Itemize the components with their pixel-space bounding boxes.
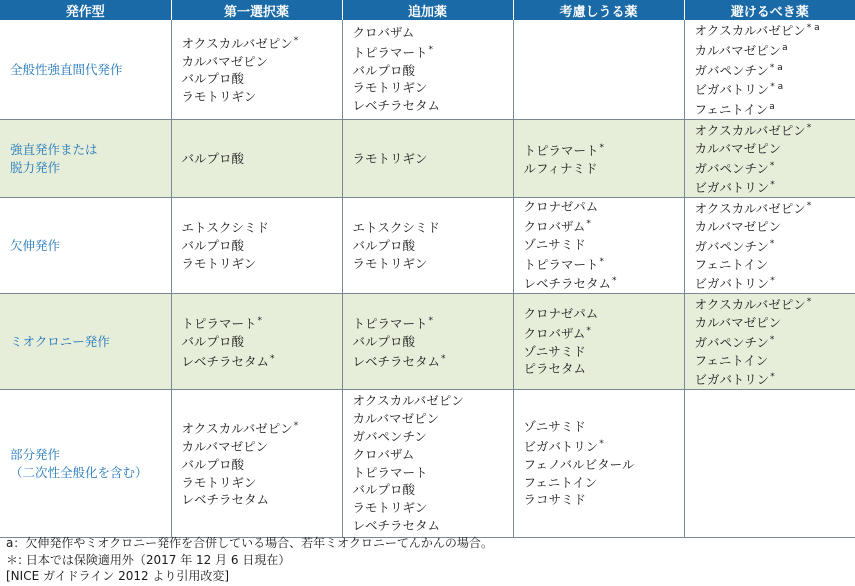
drug-name: バルプロ酸 — [181, 456, 245, 472]
drug-item — [353, 237, 513, 255]
drug-item — [353, 464, 513, 482]
drug-name: フェニトイン — [694, 256, 769, 272]
note-marker: * — [806, 201, 812, 212]
drug-name: ラモトリギン — [352, 80, 428, 96]
drug-name: バルプロ酸 — [181, 237, 245, 253]
note-marker: * — [770, 180, 775, 191]
drug-item — [353, 481, 513, 499]
seizure-type-cell — [0, 119, 171, 197]
drug-name: ガバペンチン — [352, 429, 427, 445]
drug-item — [695, 256, 855, 274]
first-line-cell — [171, 20, 342, 119]
drug-name: フェニトイン — [694, 352, 769, 368]
avoid-cell — [684, 390, 855, 538]
seizure-type-cell — [0, 294, 171, 390]
drug-name: バルプロ酸 — [181, 150, 245, 166]
adjunctive-cell — [342, 198, 513, 294]
seizure-type-cell — [0, 198, 171, 294]
note-marker: * — [769, 238, 775, 249]
drug-name: ラモトリギン — [352, 500, 428, 516]
header-adjunctive: 追加薬 — [342, 0, 513, 20]
drug-name: ゾニサミド — [523, 343, 586, 359]
drug-name: フェノバルビタール — [523, 456, 635, 472]
first-line-cell — [171, 294, 342, 390]
drug-name: バルプロ酸 — [352, 62, 416, 78]
drug-name: カルバマゼピン — [694, 314, 782, 330]
drug-item — [524, 418, 684, 436]
drug-item — [695, 79, 855, 99]
drug-item — [353, 97, 513, 115]
drug-name: ルフィナミド — [523, 160, 598, 176]
drug-item — [182, 438, 342, 456]
first-line-cell — [171, 198, 342, 294]
note-marker: * a — [770, 82, 784, 93]
drug-name: カルバマゼピン — [694, 140, 782, 156]
drug-name: フェニトイン — [694, 102, 769, 118]
drug-item — [524, 160, 684, 178]
note-marker: * — [586, 325, 591, 336]
note-marker: * a — [806, 23, 820, 33]
note-marker: * — [806, 122, 812, 133]
avoid-cell — [684, 20, 855, 119]
consider-cell — [513, 20, 684, 119]
drug-item — [182, 237, 342, 255]
drug-item — [353, 24, 513, 42]
drug-name: バルプロ酸 — [352, 482, 416, 498]
note-marker: * — [586, 218, 591, 229]
drug-name: ゾニサミド — [523, 236, 586, 252]
drug-name: ビガバトリン — [694, 372, 770, 388]
seizure-type-label: 強直発作または — [10, 142, 98, 158]
drug-name: ゾニサミド — [523, 419, 586, 435]
note-marker: * — [599, 256, 605, 267]
drug-item — [524, 360, 684, 378]
drug-item — [353, 313, 513, 333]
drug-name: クロナゼパム — [523, 306, 599, 322]
table-row — [0, 390, 855, 538]
table-row — [0, 119, 855, 197]
seizure-type-label: 部分発作 — [10, 447, 61, 463]
drug-item — [524, 343, 684, 361]
first-line-cell — [171, 119, 342, 197]
note-marker: * — [270, 353, 275, 364]
drug-item — [695, 273, 855, 293]
note-marker: * — [428, 44, 434, 55]
drug-name: オクスカルバゼピン — [181, 35, 293, 51]
drug-item — [695, 332, 855, 352]
table-row — [0, 198, 855, 294]
drug-item — [353, 150, 513, 168]
drug-name: バルプロ酸 — [352, 333, 416, 349]
drug-item — [182, 313, 342, 333]
note-marker: * — [770, 372, 775, 383]
adjunctive-cell — [342, 294, 513, 390]
drug-name: エトスクシミド — [181, 219, 269, 235]
note-marker: a — [782, 42, 788, 53]
drug-name: オクスカルバゼピン — [694, 122, 806, 138]
drug-name: トピラマート — [181, 315, 257, 331]
drug-name: ガバペンチン — [694, 238, 769, 254]
drug-item — [695, 369, 855, 389]
consider-cell — [513, 198, 684, 294]
drug-name: レベチラセタム — [352, 518, 441, 534]
first-line-cell — [171, 390, 342, 538]
drug-item — [524, 323, 684, 343]
drug-item — [353, 333, 513, 351]
drug-item — [524, 474, 684, 492]
header-consider: 考慮しうる薬 — [513, 0, 684, 20]
header-first-line: 第一選択薬 — [171, 0, 342, 20]
drug-item — [353, 42, 513, 62]
note-marker: * — [806, 297, 812, 308]
note-marker: * — [769, 160, 775, 171]
drug-name: カルバマゼピン — [352, 411, 440, 427]
drug-item — [524, 436, 684, 456]
drug-name: レベチラセタム — [181, 492, 270, 508]
drug-item — [182, 333, 342, 351]
drug-name: オクスカルバゼピン — [352, 393, 464, 409]
drug-item — [695, 314, 855, 332]
drug-item — [353, 219, 513, 237]
drug-name: トピラマート — [352, 464, 428, 480]
drug-item — [695, 40, 855, 60]
drug-item — [353, 517, 513, 535]
drug-item — [695, 198, 855, 218]
drug-name: オクスカルバゼピン — [694, 201, 806, 217]
drug-item — [695, 177, 855, 197]
drug-item — [182, 70, 342, 88]
drug-item — [695, 140, 855, 158]
drug-item — [353, 428, 513, 446]
drug-name: レベチラセタム — [181, 353, 270, 369]
drug-item — [182, 351, 342, 371]
drug-name: クロバザム — [523, 218, 586, 234]
table-row — [0, 294, 855, 390]
note-marker: * — [599, 438, 604, 449]
drug-name: ピラセタム — [523, 361, 587, 377]
consider-cell — [513, 390, 684, 538]
drug-name: トピラマート — [523, 256, 599, 272]
drug-name: ラモトリギン — [181, 255, 257, 271]
drug-name: バルプロ酸 — [181, 333, 245, 349]
drug-name: カルバマゼピン — [181, 438, 269, 454]
seizure-type-cell — [0, 390, 171, 538]
drug-name: トピラマート — [352, 315, 428, 331]
drug-name: レベチラセタム — [352, 98, 441, 114]
drug-name: クロナゼパム — [523, 199, 599, 215]
drug-name: ビガバトリン — [694, 276, 770, 292]
drug-name: クロバザム — [523, 325, 586, 341]
note-marker: * — [257, 315, 263, 326]
drug-name: ガバペンチン — [694, 334, 769, 350]
drug-item — [353, 446, 513, 464]
drug-item — [182, 33, 342, 53]
table-row — [0, 20, 855, 119]
drug-item — [353, 410, 513, 428]
drug-item — [524, 491, 684, 509]
footnote-asterisk: ＊: 日本では保険適用外（2017 年 12 月 6 日現在） — [6, 552, 291, 567]
drug-item — [524, 254, 684, 274]
drug-name: バルプロ酸 — [181, 71, 245, 87]
drug-name: クロバザム — [352, 25, 415, 40]
drug-name: カルバマゼピン — [694, 218, 782, 234]
drug-name: ビガバトリン — [694, 180, 770, 196]
drug-item — [182, 88, 342, 106]
avoid-cell — [684, 119, 855, 197]
drug-item — [353, 79, 513, 97]
drug-name: バルプロ酸 — [352, 237, 416, 253]
drug-item — [182, 219, 342, 237]
drug-item — [182, 474, 342, 492]
drug-item — [182, 418, 342, 438]
drug-item — [695, 218, 855, 236]
header-seizure-type: 発作型 — [0, 0, 171, 20]
drug-item — [695, 352, 855, 370]
drug-name: フェニトイン — [523, 474, 598, 490]
drug-item — [695, 236, 855, 256]
note-marker: a — [769, 102, 775, 113]
drug-name: ラモトリギン — [352, 150, 428, 166]
adjunctive-cell — [342, 20, 513, 119]
drug-item — [695, 99, 855, 119]
drug-item — [353, 499, 513, 517]
drug-item — [353, 255, 513, 273]
drug-name: トピラマート — [352, 44, 428, 60]
footnote-source: [NICE ガイドライン 2012 より引用改変] — [6, 569, 230, 583]
drug-name: オクスカルバゼピン — [181, 421, 293, 437]
drug-item — [524, 198, 684, 216]
seizure-type-label: （二次性全般化を含む） — [10, 464, 148, 480]
drug-item — [524, 273, 684, 293]
note-marker: * — [441, 353, 446, 364]
note-marker: * — [769, 334, 775, 345]
drug-name: トピラマート — [523, 142, 599, 158]
drug-item — [695, 294, 855, 314]
drug-name: エトスクシミド — [352, 219, 440, 235]
drug-item — [524, 140, 684, 160]
seizure-type-label: 欠伸発作 — [10, 237, 61, 253]
drug-item — [182, 150, 342, 168]
drug-item — [695, 158, 855, 178]
adjunctive-cell — [342, 119, 513, 197]
drug-name: レベチラセタム — [352, 353, 441, 369]
drug-name: オクスカルバゼピン — [694, 23, 806, 38]
drug-item — [182, 255, 342, 273]
drug-item — [524, 216, 684, 236]
drug-item — [353, 351, 513, 371]
drug-name: ラコサミド — [523, 492, 587, 508]
drug-item — [182, 491, 342, 509]
drug-name: レベチラセタム — [523, 276, 612, 292]
drug-item — [524, 456, 684, 474]
header-row — [0, 0, 855, 20]
seizure-type-label: 脱力発作 — [10, 159, 61, 175]
note-marker: * — [612, 276, 617, 287]
drug-name: ビガバトリン — [523, 438, 599, 454]
footnote-a: a：欠伸発作やミオクロニー発作を合併している場合、若年ミオクロニーてんかんの場合。 — [6, 536, 493, 550]
consider-cell — [513, 119, 684, 197]
seizure-type-cell — [0, 20, 171, 119]
avoid-cell — [684, 294, 855, 390]
note-marker: * — [599, 142, 605, 153]
consider-cell — [513, 294, 684, 390]
note-marker: * — [293, 421, 299, 432]
drug-item — [695, 20, 855, 40]
drug-name: ガバペンチン — [694, 62, 769, 78]
drug-name: ラモトリギン — [352, 255, 428, 271]
drug-name: カルバマゼピン — [181, 53, 269, 69]
drug-name: ラモトリギン — [181, 89, 257, 105]
drug-name: ラモトリギン — [181, 474, 257, 490]
drug-item — [695, 60, 855, 80]
note-marker: * — [293, 35, 299, 46]
drug-name: カルバマゼピン — [694, 42, 782, 58]
drug-item — [353, 62, 513, 80]
drug-name: ビガバトリン — [694, 82, 770, 98]
drug-name: ガバペンチン — [694, 160, 769, 176]
drug-item — [695, 120, 855, 140]
drug-item — [353, 392, 513, 410]
drug-item — [524, 236, 684, 254]
seizure-type-label: ミオクロニー発作 — [10, 333, 110, 349]
drug-item — [524, 305, 684, 323]
drug-item — [182, 53, 342, 71]
footnotes — [6, 535, 493, 585]
drug-name: オクスカルバゼピン — [694, 297, 806, 313]
avoid-cell — [684, 198, 855, 294]
drug-item — [182, 456, 342, 474]
adjunctive-cell — [342, 390, 513, 538]
seizure-type-label: 全般性強直間代発作 — [10, 61, 123, 77]
drug-name: クロバザム — [352, 446, 415, 462]
note-marker: * — [428, 315, 434, 326]
note-marker: * a — [769, 62, 783, 73]
note-marker: * — [770, 276, 775, 287]
header-avoid: 避けるべき薬 — [684, 0, 855, 20]
